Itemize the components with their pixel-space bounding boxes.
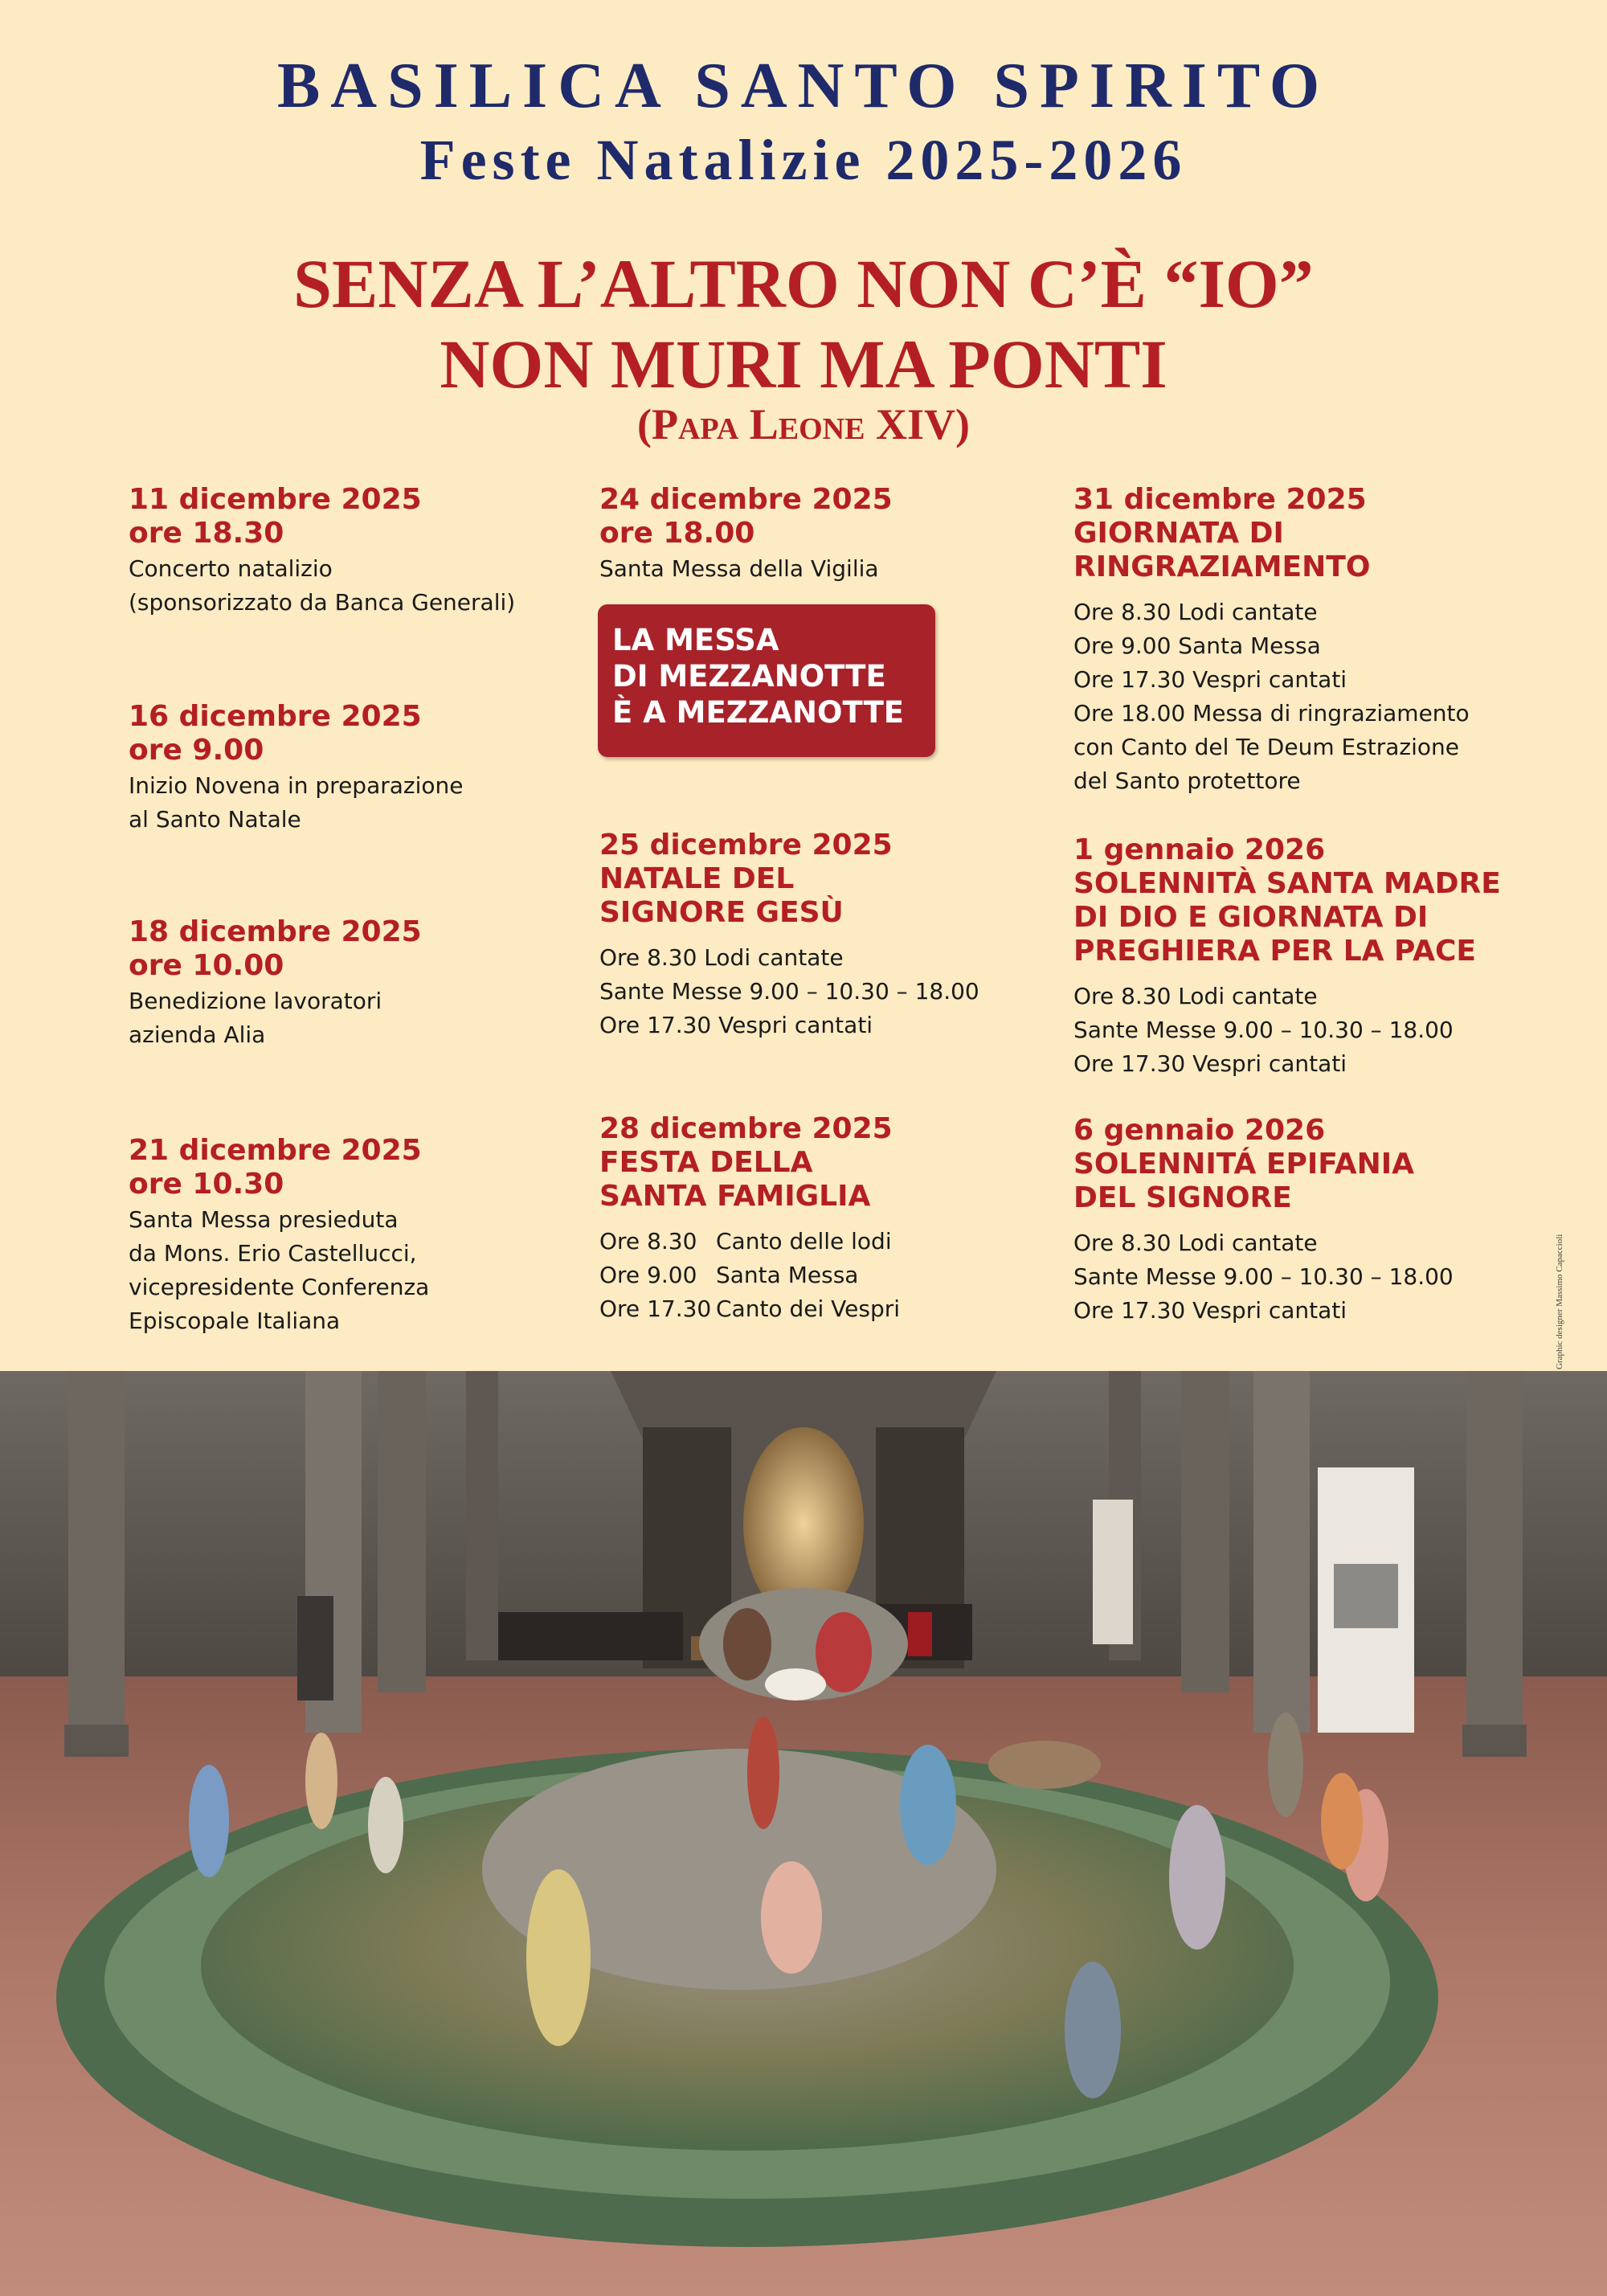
event-schedule: [1073, 980, 1501, 1081]
event-desc: (sponsorizzato da Banca Generali): [129, 589, 516, 616]
event-time: ore 18.00: [599, 517, 755, 550]
event-title: SOLENNITÀ SANTA MADRE: [1073, 867, 1501, 900]
event-title: GIORNATA DI: [1073, 517, 1284, 550]
nativity-scene-photo: [0, 1371, 1607, 2296]
designer-credit: Graphic designer Massimo Capaccioli: [1555, 1234, 1564, 1370]
schedule-time: Ore 8.30: [599, 1228, 697, 1254]
motto-line-2: NON MURI MA PONTI: [440, 325, 1167, 403]
event-date: 18 dicembre 2025: [129, 915, 422, 948]
banner-line: È A MEZZANOTTE: [612, 695, 905, 730]
event-title: DEL SIGNORE: [1073, 1181, 1292, 1214]
header-title: BASILICA SANTO SPIRITO: [276, 51, 1331, 121]
schedule-desc: Canto delle lodi: [716, 1228, 892, 1254]
event-1-gen: [1073, 833, 1501, 1081]
event-title: RINGRAZIAMENTO: [1073, 550, 1371, 583]
schedule-line: con Canto del Te Deum Estrazione: [1073, 734, 1460, 760]
event-desc: da Mons. Erio Castellucci,: [129, 1240, 417, 1267]
schedule-desc: Canto dei Vespri: [716, 1295, 901, 1322]
schedule-desc: Santa Messa: [716, 1262, 859, 1288]
event-schedule: [1073, 595, 1470, 798]
event-date: 25 dicembre 2025: [599, 829, 893, 862]
header-subtitle: Feste Natalizie 2025-2026: [419, 128, 1188, 192]
schedule-line: Ore 8.30 Lodi cantate: [1073, 1230, 1318, 1256]
event-25-dic: [599, 829, 979, 1042]
schedule-line: Ore 17.30 Vespri cantati: [1073, 1050, 1347, 1077]
banner-line: LA MESSA: [612, 623, 779, 657]
event-date: 16 dicembre 2025: [129, 700, 422, 733]
event-desc: al Santo Natale: [129, 806, 301, 833]
schedule-line: Sante Messe 9.00 – 10.30 – 18.00: [1073, 1017, 1454, 1043]
event-title: PREGHIERA PER LA PACE: [1073, 935, 1476, 968]
schedule-line: Ore 8.30 Lodi cantate: [1073, 599, 1318, 625]
event-31-dic: [1073, 483, 1470, 798]
event-time: ore 18.30: [129, 517, 284, 550]
event-desc: Benedizione lavoratori: [129, 988, 382, 1014]
event-16-dic: [129, 700, 463, 837]
motto-line-1: SENZA L’ALTRO NON C’È “IO”: [293, 245, 1314, 322]
event-desc: Episcopale Italiana: [129, 1308, 341, 1334]
event-title: SIGNORE GESÙ: [599, 896, 844, 929]
schedule-line: Ore 9.00 Santa Messa: [1073, 632, 1321, 659]
event-date: 6 gennaio 2026: [1073, 1114, 1326, 1147]
banner-line: DI MEZZANOTTE: [612, 659, 886, 694]
midnight-mass-banner: [598, 604, 935, 757]
motto-attribution: (Papa Leone XIV): [637, 400, 970, 448]
event-title: SOLENNITÁ EPIFANIA: [1073, 1148, 1414, 1181]
event-desc: Concerto natalizio: [129, 555, 333, 582]
event-schedule: [599, 1225, 900, 1326]
event-time: ore 10.00: [129, 949, 284, 982]
event-date: 28 dicembre 2025: [599, 1112, 893, 1145]
event-title: DI DIO E GIORNATA DI: [1073, 901, 1429, 934]
event-11-dic: [129, 483, 515, 620]
event-desc: vicepresidente Conferenza: [129, 1274, 430, 1300]
schedule-line: Ore 17.30 Vespri cantati: [1073, 666, 1347, 693]
schedule-time: Ore 9.00: [599, 1262, 697, 1288]
schedule-time: Ore 17.30: [599, 1295, 712, 1322]
event-schedule: [599, 941, 979, 1042]
event-date: 21 dicembre 2025: [129, 1134, 422, 1167]
schedule-line: del Santo protettore: [1073, 767, 1301, 794]
event-18-dic: [129, 915, 422, 1052]
schedule-line: Ore 17.30 Vespri cantati: [599, 1012, 873, 1038]
event-21-dic: [129, 1134, 429, 1338]
event-title: SANTA FAMIGLIA: [599, 1180, 871, 1213]
schedule-row: [599, 1225, 900, 1259]
event-date: 24 dicembre 2025: [599, 483, 893, 516]
event-time: ore 10.30: [129, 1168, 284, 1201]
schedule-line: Ore 8.30 Lodi cantate: [1073, 983, 1318, 1009]
schedule-line: Ore 8.30 Lodi cantate: [599, 944, 844, 971]
schedule-line: Ore 18.00 Messa di ringraziamento: [1073, 700, 1470, 726]
event-desc: Santa Messa della Vigilia: [599, 555, 879, 582]
event-desc: Inizio Novena in preparazione: [129, 772, 464, 799]
event-28-dic: [599, 1112, 900, 1326]
event-date: 11 dicembre 2025: [129, 483, 422, 516]
schedule-line: Sante Messe 9.00 – 10.30 – 18.00: [1073, 1263, 1454, 1290]
event-title: FESTA DELLA: [599, 1146, 813, 1179]
schedule-row: [599, 1292, 900, 1326]
schedule-line: Sante Messe 9.00 – 10.30 – 18.00: [599, 978, 979, 1005]
event-desc: Santa Messa presieduta: [129, 1206, 399, 1233]
schedule-row: [599, 1259, 900, 1292]
event-6-gen: [1073, 1114, 1454, 1328]
event-desc: azienda Alia: [129, 1021, 266, 1048]
event-24-dic: [599, 483, 893, 586]
event-date: 31 dicembre 2025: [1073, 483, 1367, 516]
schedule-line: Ore 17.30 Vespri cantati: [1073, 1297, 1347, 1324]
event-date: 1 gennaio 2026: [1073, 833, 1326, 866]
event-title: NATALE DEL: [599, 862, 795, 895]
event-schedule: [1073, 1226, 1454, 1328]
event-time: ore 9.00: [129, 734, 264, 767]
